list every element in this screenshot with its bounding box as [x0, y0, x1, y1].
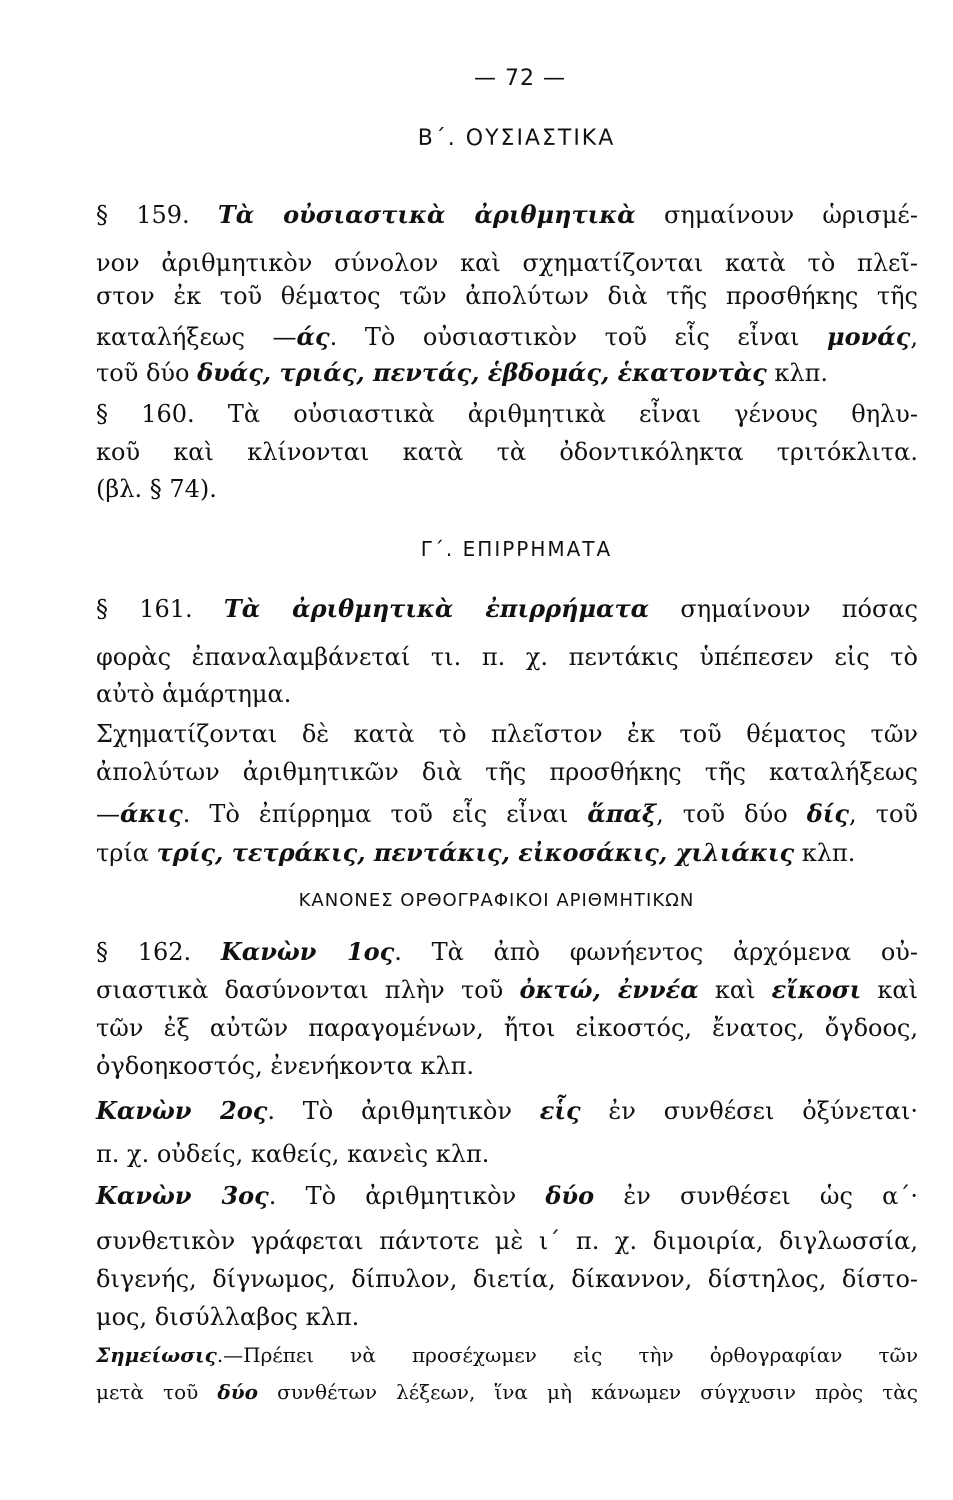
emphasis-text: άς [296, 322, 330, 351]
text-run: σιαστικὰ δασύνονται πλὴν τοῦ [96, 976, 520, 1004]
text-run: .—Πρέπει νὰ προσέχωμεν εἰς τὴν ὀρθογραφίαν τῶν [216, 1343, 918, 1367]
section-title-nouns: Β΄. ΟΥΣΙΑΣΤΙΚΑ [417, 126, 616, 151]
text-line [96, 1179, 918, 1213]
text-run: καταλήξεως — [96, 323, 297, 351]
text-run: καὶ [698, 976, 772, 1004]
emphasis-text: δύο [545, 1181, 595, 1210]
text-run: π. χ. οὐδείς, καθείς, κανεὶς κλπ. [96, 1140, 490, 1168]
text-run: κλπ. [794, 839, 856, 867]
section-title-spelling-rules: ΚΑΝΟΝΕΣ ΟΡΘΟΓΡΑΦΙΚΟΙ ΑΡΙΘΜΗΤΙΚΩΝ [298, 890, 695, 911]
text-line [96, 320, 918, 354]
text-line [96, 1011, 918, 1045]
text-run: § 161. [96, 595, 224, 623]
emphasis-text: Τὰ ἀριθμητικὰ ἐπιρρήματα [223, 594, 650, 623]
emphasis-text: Κανὼν 2ος [96, 1096, 268, 1125]
text-line [96, 1137, 918, 1171]
text-line [96, 472, 918, 506]
text-run: τοῦ δύο [96, 359, 198, 387]
text-run: νον ἀριθμητικὸν σύνολον καὶ σχηματίζονται κατὰ τὸ πλεῖ- [96, 249, 918, 277]
emphasis-text: δίς [806, 799, 849, 828]
text-run: κοῦ καὶ κλίνονται κατὰ τὰ ὀδοντικόληκτα τριτόκλιτα. [96, 438, 918, 466]
text-run: . Τὸ ἀριθμητικὸν [268, 1182, 546, 1210]
text-run: σημαίνουν πόσας [649, 595, 918, 623]
text-run: τῶν ἐξ αὐτῶν παραγομένων, ἤτοι εἰκοστός, ἔνατος, ὄγδοος, [96, 1014, 918, 1042]
text-line [96, 973, 918, 1007]
text-line [96, 1338, 918, 1372]
emphasis-text: Κανὼν 3ος [96, 1181, 269, 1210]
text-line [96, 1049, 918, 1083]
text-run: αὐτὸ ἁμάρτημα. [96, 680, 292, 708]
text-run: , [910, 323, 918, 351]
text-run: τρία [96, 839, 157, 867]
text-line [96, 1300, 918, 1334]
text-run: ἐν συνθέσει ὡς α΄· [594, 1182, 918, 1210]
text-line [96, 677, 918, 711]
text-line [96, 1262, 918, 1296]
text-line [96, 397, 918, 431]
text-run: μος, δισύλλαβος κλπ. [96, 1303, 360, 1331]
text-run: φορὰς ἐπαναλαμβάνεταί τι. π. χ. πεντάκις ὑπέπεσεν εἰς τὸ [96, 643, 918, 671]
text-line [96, 797, 918, 831]
text-line [96, 717, 918, 751]
emphasis-text: εἴκοσι [771, 975, 862, 1004]
text-run: ὀγδοηκοστός, ἐνενήκοντα κλπ. [96, 1052, 474, 1080]
text-run: . Τὰ ἀπὸ φωνήεντος ἀρχόμενα οὐ- [394, 938, 918, 966]
emphasis-text: ἅπαξ [587, 799, 657, 828]
text-run: , τοῦ δύο [656, 800, 807, 828]
emphasis-text: τρίς, τετράκις, πεντάκις, εἰκοσάκις, χιλιάκις [156, 838, 795, 867]
text-run: μετὰ τοῦ [96, 1380, 218, 1404]
text-run: . Τὸ οὐσιαστικὸν τοῦ εἷς εἶναι [329, 323, 828, 351]
text-line [96, 592, 918, 626]
emphasis-text: δύο [217, 1380, 258, 1404]
text-run: συνθετικὸν γράφεται πάντοτε μὲ ι΄ π. χ. διμοιρία, διγλωσσία, [96, 1227, 918, 1255]
emphasis-text: Σημείωσις [96, 1343, 217, 1367]
emphasis-text: εἷς [539, 1096, 581, 1125]
text-run: καὶ [861, 976, 918, 1004]
text-line [96, 435, 918, 469]
text-run: (βλ. § 74). [96, 475, 217, 503]
text-line [96, 836, 918, 870]
text-run: — [96, 800, 120, 828]
emphasis-text: δυάς, τριάς, πεντάς, ἑβδομάς, ἑκατοντὰς [197, 358, 767, 387]
emphasis-text: μονάς [827, 322, 911, 351]
text-run: διγενής, δίγνωμος, δίπυλον, διετία, δίκαννον, δίστηλος, δίστο- [96, 1265, 918, 1293]
text-line [96, 935, 918, 969]
text-run: συνθέτων λέξεων, ἵνα μὴ κάνωμεν σύγχυσιν πρὸς τὰς [257, 1380, 918, 1404]
text-run: § 162. [96, 938, 221, 966]
text-line [96, 356, 918, 390]
text-line [96, 640, 918, 674]
text-run: ἐν συνθέσει ὀξύνεται· [580, 1097, 918, 1125]
text-run: Σχηματίζονται δὲ κατὰ τὸ πλεῖστον ἐκ τοῦ θέματος τῶν [96, 720, 918, 748]
text-run: κλπ. [766, 359, 829, 387]
emphasis-text: Κανὼν 1ος [220, 937, 395, 966]
text-line [96, 1094, 918, 1128]
text-line [96, 755, 918, 789]
section-title-adverbs: Γ΄. ΕΠΙΡΡΗΜΑΤΑ [420, 537, 613, 561]
emphasis-text: άκις [120, 799, 183, 828]
text-line [96, 1224, 918, 1258]
text-run: στον ἐκ τοῦ θέματος τῶν ἀπολύτων διὰ τῆς προσθήκης τῆς [96, 282, 918, 310]
page-number: — 72 — [474, 66, 566, 91]
text-line [96, 279, 918, 313]
text-line [96, 198, 918, 232]
text-run: σημαίνουν ὡρισμέ- [635, 201, 918, 229]
text-line [96, 246, 918, 280]
text-run: , τοῦ [848, 800, 919, 828]
emphasis-text: Τὰ οὐσιαστικὰ ἀριθμητικὰ [217, 200, 636, 229]
text-run: § 159. [96, 201, 218, 229]
text-run: . Τὸ ἐπίρρημα τοῦ εἷς εἶναι [182, 800, 588, 828]
text-run: § 160. Τὰ οὐσιαστικὰ ἀριθμητικὰ εἶναι γένους θηλυ- [96, 400, 918, 428]
text-run: ἀπολύτων ἀριθμητικῶν διὰ τῆς προσθήκης τῆς καταλήξεως [96, 758, 918, 786]
emphasis-text: ὀκτώ, ἐννέα [519, 975, 699, 1004]
text-run: . Τὸ ἀριθμητικὸν [267, 1097, 540, 1125]
text-line [96, 1375, 918, 1409]
